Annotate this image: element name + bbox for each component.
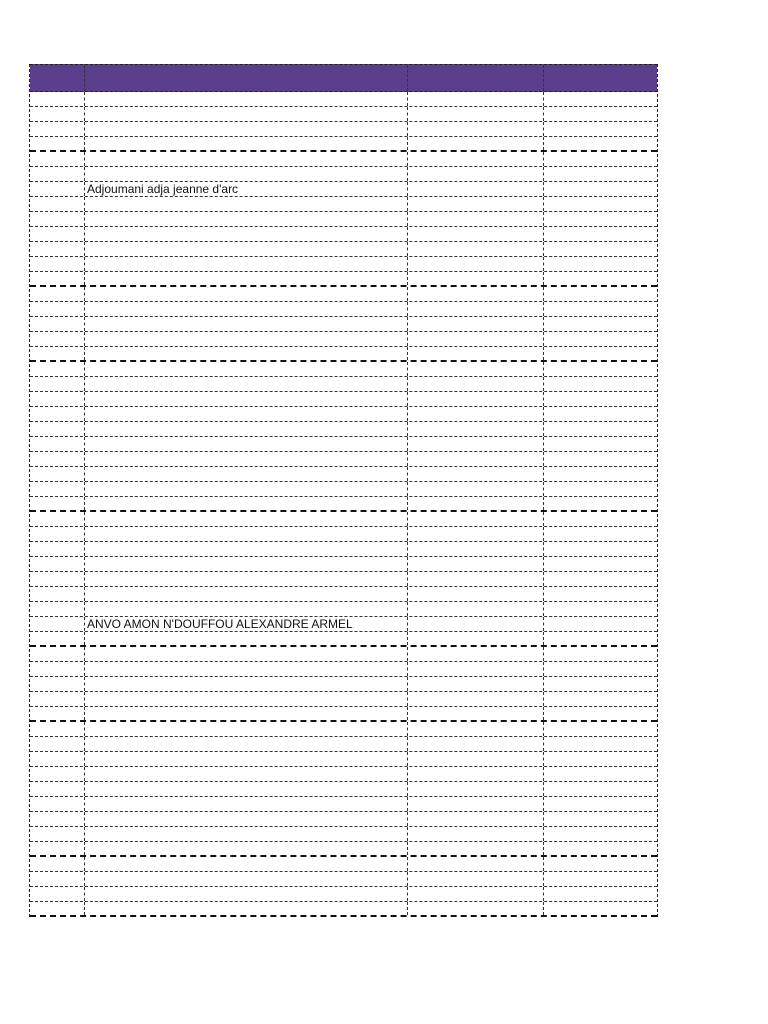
table-cell[interactable] — [408, 722, 544, 736]
table-row — [30, 467, 657, 482]
table-cell[interactable] — [544, 842, 657, 855]
table-cell[interactable] — [544, 452, 657, 466]
table-cell[interactable] — [30, 287, 85, 301]
table-cell[interactable] — [85, 392, 408, 406]
table-cell[interactable] — [408, 602, 544, 616]
table-cell[interactable] — [408, 527, 544, 541]
table-cell[interactable] — [544, 692, 657, 706]
table-row — [30, 197, 657, 212]
table-cell[interactable] — [85, 527, 408, 541]
table-cell[interactable] — [85, 272, 408, 285]
table-cell[interactable] — [30, 392, 85, 406]
table-row — [30, 317, 657, 332]
table-row — [30, 542, 657, 557]
table-cell[interactable] — [544, 887, 657, 901]
table-cell[interactable] — [408, 692, 544, 706]
table-cell[interactable] — [408, 572, 544, 586]
table-cell[interactable] — [30, 512, 85, 526]
table-cell[interactable] — [544, 227, 657, 241]
table-cell[interactable] — [30, 812, 85, 826]
table-cell[interactable] — [30, 542, 85, 556]
table-cell[interactable] — [85, 812, 408, 826]
table-cell[interactable] — [408, 662, 544, 676]
table-cell[interactable] — [30, 122, 85, 136]
header-cell[interactable] — [85, 65, 408, 91]
table-row — [30, 257, 657, 272]
table-cell[interactable] — [408, 512, 544, 526]
table-cell[interactable] — [85, 602, 408, 616]
table-cell[interactable] — [30, 317, 85, 331]
table-cell[interactable] — [30, 92, 85, 106]
table-cell[interactable] — [85, 437, 408, 451]
table-row — [30, 527, 657, 542]
table-row — [30, 827, 657, 842]
table-cell[interactable] — [408, 767, 544, 781]
table-cell[interactable] — [85, 767, 408, 781]
table-cell[interactable] — [544, 722, 657, 736]
table-cell[interactable] — [544, 152, 657, 166]
table-cell[interactable] — [30, 707, 85, 720]
table-cell[interactable] — [408, 92, 544, 106]
table-cell[interactable] — [544, 92, 657, 106]
table-row — [30, 512, 657, 527]
table-row — [30, 842, 657, 857]
table-cell[interactable] — [544, 287, 657, 301]
table-cell[interactable] — [408, 257, 544, 271]
table-cell[interactable] — [408, 137, 544, 150]
table-cell[interactable] — [544, 272, 657, 285]
table-cell[interactable] — [408, 272, 544, 285]
table-cell[interactable] — [544, 317, 657, 331]
table-cell[interactable] — [30, 347, 85, 360]
table-cell[interactable] — [544, 512, 657, 526]
table-row — [30, 692, 657, 707]
table-cell[interactable] — [544, 422, 657, 436]
table-row — [30, 557, 657, 572]
table-row — [30, 707, 657, 722]
table-cell[interactable] — [85, 512, 408, 526]
table-cell[interactable] — [30, 467, 85, 481]
table-cell[interactable] — [85, 377, 408, 391]
table-cell[interactable] — [85, 197, 408, 211]
table-cell[interactable] — [408, 212, 544, 226]
table-cell[interactable] — [544, 737, 657, 751]
table-cell[interactable] — [30, 422, 85, 436]
table-cell[interactable] — [408, 227, 544, 241]
header-cell[interactable] — [408, 65, 544, 91]
table-cell[interactable] — [85, 137, 408, 150]
table-row — [30, 347, 657, 362]
table-row — [30, 407, 657, 422]
table-cell[interactable] — [85, 542, 408, 556]
table-cell[interactable] — [544, 857, 657, 871]
table-cell[interactable] — [408, 677, 544, 691]
table-row — [30, 737, 657, 752]
table-cell[interactable] — [85, 902, 408, 915]
table-cell[interactable] — [544, 767, 657, 781]
table-cell[interactable] — [30, 377, 85, 391]
table-cell[interactable] — [544, 212, 657, 226]
table-cell[interactable] — [85, 647, 408, 661]
table-cell[interactable] — [544, 647, 657, 661]
table-cell[interactable] — [30, 482, 85, 496]
table-cell[interactable] — [30, 557, 85, 571]
table-cell[interactable] — [544, 167, 657, 181]
table-cell[interactable] — [544, 902, 657, 915]
table-row — [30, 437, 657, 452]
table-row — [30, 92, 657, 107]
table-cell[interactable] — [85, 422, 408, 436]
table-cell[interactable] — [85, 227, 408, 241]
table-cell[interactable] — [30, 302, 85, 316]
table-cell[interactable] — [408, 632, 544, 645]
table-cell[interactable] — [30, 632, 85, 645]
table-cell[interactable] — [85, 872, 408, 886]
table-cell[interactable] — [408, 752, 544, 766]
table-cell[interactable] — [544, 482, 657, 496]
table-cell[interactable] — [85, 317, 408, 331]
table-cell[interactable] — [544, 707, 657, 720]
table-cell[interactable] — [408, 542, 544, 556]
table-cell[interactable] — [85, 722, 408, 736]
table-cell[interactable] — [85, 302, 408, 316]
table-cell[interactable] — [408, 872, 544, 886]
table-cell[interactable] — [85, 782, 408, 796]
table-row — [30, 587, 657, 602]
table-cell[interactable] — [408, 857, 544, 871]
table-cell[interactable] — [85, 707, 408, 720]
table-row — [30, 377, 657, 392]
table-cell[interactable] — [30, 152, 85, 166]
table-cell[interactable] — [30, 272, 85, 285]
table-cell[interactable] — [544, 347, 657, 360]
table-cell[interactable] — [30, 752, 85, 766]
table-cell[interactable] — [30, 257, 85, 271]
table-cell[interactable] — [408, 332, 544, 346]
table-cell[interactable] — [408, 362, 544, 376]
table-cell[interactable] — [85, 407, 408, 421]
table-cell[interactable] — [85, 152, 408, 166]
table-row — [30, 332, 657, 347]
table-cell[interactable] — [30, 572, 85, 586]
table-row — [30, 782, 657, 797]
table-cell[interactable] — [85, 842, 408, 855]
table-cell[interactable] — [544, 797, 657, 811]
table-cell[interactable] — [408, 707, 544, 720]
table-cell[interactable] — [408, 347, 544, 360]
table-cell[interactable] — [544, 257, 657, 271]
table-cell[interactable] — [30, 767, 85, 781]
table-cell[interactable] — [30, 617, 85, 631]
table-cell[interactable] — [85, 332, 408, 346]
table-cell[interactable] — [30, 197, 85, 211]
table-row — [30, 872, 657, 887]
table-cell[interactable] — [85, 632, 408, 645]
header-cell[interactable] — [544, 65, 657, 91]
table-row — [30, 482, 657, 497]
table-row — [30, 227, 657, 242]
table-cell[interactable] — [544, 572, 657, 586]
table-row — [30, 242, 657, 257]
table-cell[interactable]: Adjoumani adja jeanne d'arc — [85, 182, 408, 196]
table-cell[interactable] — [30, 602, 85, 616]
table-cell[interactable] — [85, 557, 408, 571]
table-cell[interactable] — [85, 107, 408, 121]
table-cell[interactable] — [30, 242, 85, 256]
table-cell[interactable] — [408, 887, 544, 901]
table-row — [30, 152, 657, 167]
table-cell[interactable] — [85, 467, 408, 481]
table-cell[interactable] — [30, 107, 85, 121]
table-cell[interactable] — [544, 872, 657, 886]
table-cell[interactable] — [544, 662, 657, 676]
table-cell[interactable] — [85, 572, 408, 586]
table-cell[interactable] — [544, 197, 657, 211]
table-cell[interactable] — [408, 287, 544, 301]
table-cell[interactable] — [544, 107, 657, 121]
table-cell[interactable] — [30, 182, 85, 196]
table-cell[interactable] — [30, 797, 85, 811]
table-cell[interactable] — [408, 647, 544, 661]
table-cell[interactable] — [544, 407, 657, 421]
table-cell[interactable] — [30, 857, 85, 871]
table-cell[interactable] — [30, 587, 85, 601]
table-cell[interactable] — [544, 632, 657, 645]
table-cell[interactable] — [30, 362, 85, 376]
table-cell[interactable] — [85, 362, 408, 376]
table-cell[interactable] — [544, 437, 657, 451]
table-cell[interactable] — [544, 467, 657, 481]
table-row — [30, 212, 657, 227]
table-cell[interactable] — [85, 257, 408, 271]
table-cell[interactable] — [85, 827, 408, 841]
table-cell[interactable] — [408, 557, 544, 571]
table-cell[interactable] — [30, 692, 85, 706]
table-row — [30, 182, 657, 197]
table-cell[interactable] — [408, 317, 544, 331]
table-cell[interactable] — [85, 212, 408, 226]
table-cell[interactable] — [408, 467, 544, 481]
spreadsheet-table — [29, 64, 658, 917]
table-cell[interactable] — [544, 557, 657, 571]
table-cell[interactable] — [544, 782, 657, 796]
table-cell[interactable] — [408, 437, 544, 451]
table-cell[interactable] — [408, 617, 544, 631]
table-cell[interactable] — [408, 302, 544, 316]
table-cell[interactable] — [408, 812, 544, 826]
table-row — [30, 647, 657, 662]
table-cell[interactable]: ANVO AMON N'DOUFFOU ALEXANDRE ARMEL — [85, 617, 408, 631]
table-cell[interactable] — [544, 677, 657, 691]
table-row — [30, 632, 657, 647]
table-cell[interactable] — [544, 332, 657, 346]
table-row — [30, 107, 657, 122]
table-cell[interactable] — [544, 602, 657, 616]
table-cell[interactable] — [544, 122, 657, 136]
table-row — [30, 137, 657, 152]
table-body — [30, 92, 657, 917]
table-cell[interactable] — [408, 587, 544, 601]
table-cell[interactable] — [30, 737, 85, 751]
table-cell[interactable] — [85, 857, 408, 871]
table-cell[interactable] — [408, 182, 544, 196]
table-cell[interactable] — [85, 287, 408, 301]
table-row — [30, 857, 657, 872]
table-cell[interactable] — [544, 827, 657, 841]
table-cell[interactable] — [85, 677, 408, 691]
table-cell[interactable] — [85, 737, 408, 751]
table-row — [30, 812, 657, 827]
table-cell[interactable] — [85, 452, 408, 466]
table-cell[interactable] — [544, 587, 657, 601]
table-cell[interactable] — [544, 137, 657, 150]
table-cell[interactable] — [30, 407, 85, 421]
table-row — [30, 422, 657, 437]
table-cell[interactable] — [408, 422, 544, 436]
table-cell[interactable] — [544, 542, 657, 556]
table-cell[interactable] — [30, 497, 85, 510]
table-cell[interactable] — [85, 482, 408, 496]
table-row — [30, 767, 657, 782]
table-row — [30, 272, 657, 287]
table-cell[interactable] — [30, 332, 85, 346]
table-row — [30, 302, 657, 317]
table-cell[interactable] — [85, 347, 408, 360]
table-cell[interactable] — [544, 242, 657, 256]
table-row — [30, 497, 657, 512]
table-cell[interactable] — [30, 137, 85, 150]
table-cell[interactable] — [408, 377, 544, 391]
table-cell[interactable] — [30, 227, 85, 241]
table-cell[interactable] — [408, 152, 544, 166]
table-cell[interactable] — [408, 737, 544, 751]
table-row — [30, 752, 657, 767]
table-row — [30, 722, 657, 737]
table-row — [30, 167, 657, 182]
table-row — [30, 887, 657, 902]
table-row — [30, 902, 657, 917]
table-cell[interactable] — [544, 497, 657, 510]
table-cell[interactable] — [544, 362, 657, 376]
table-cell[interactable] — [30, 212, 85, 226]
table-cell[interactable] — [408, 392, 544, 406]
table-cell[interactable] — [85, 167, 408, 181]
table-cell[interactable] — [408, 122, 544, 136]
table-cell[interactable] — [85, 797, 408, 811]
table-cell[interactable] — [85, 242, 408, 256]
table-cell[interactable] — [85, 662, 408, 676]
table-row — [30, 452, 657, 467]
table-cell[interactable] — [85, 752, 408, 766]
header-cell[interactable] — [30, 65, 85, 91]
table-cell[interactable] — [544, 302, 657, 316]
table-cell[interactable] — [544, 617, 657, 631]
table-cell[interactable] — [408, 497, 544, 510]
table-cell[interactable] — [85, 497, 408, 510]
table-cell[interactable] — [408, 782, 544, 796]
table-cell[interactable] — [408, 827, 544, 841]
table-header-row — [30, 64, 657, 92]
table-cell[interactable] — [85, 887, 408, 901]
table-cell[interactable] — [408, 452, 544, 466]
table-cell[interactable] — [30, 722, 85, 736]
table-cell[interactable] — [544, 752, 657, 766]
table-cell[interactable] — [30, 662, 85, 676]
table-cell[interactable] — [30, 437, 85, 451]
table-cell[interactable] — [408, 407, 544, 421]
table-row — [30, 797, 657, 812]
table-cell[interactable] — [408, 167, 544, 181]
table-cell[interactable] — [30, 677, 85, 691]
table-cell[interactable] — [544, 377, 657, 391]
table-cell[interactable] — [85, 122, 408, 136]
table-row — [30, 677, 657, 692]
table-cell[interactable] — [408, 797, 544, 811]
table-cell[interactable] — [30, 527, 85, 541]
table-row — [30, 602, 657, 617]
table-cell[interactable] — [408, 242, 544, 256]
table-cell[interactable] — [30, 167, 85, 181]
table-cell[interactable] — [30, 842, 85, 855]
table-cell[interactable] — [30, 902, 85, 915]
table-row — [30, 572, 657, 587]
table-cell[interactable] — [544, 812, 657, 826]
table-row — [30, 662, 657, 677]
table-row — [30, 617, 657, 632]
table-cell[interactable] — [408, 482, 544, 496]
table-cell[interactable] — [408, 842, 544, 855]
table-cell[interactable] — [544, 392, 657, 406]
table-cell[interactable] — [30, 782, 85, 796]
table-cell[interactable] — [85, 92, 408, 106]
table-cell[interactable] — [30, 887, 85, 901]
table-cell[interactable] — [30, 647, 85, 661]
table-cell[interactable] — [408, 197, 544, 211]
table-cell[interactable] — [544, 182, 657, 196]
table-row — [30, 392, 657, 407]
table-cell[interactable] — [85, 587, 408, 601]
table-cell[interactable] — [30, 872, 85, 886]
table-cell[interactable] — [544, 527, 657, 541]
table-cell[interactable] — [408, 107, 544, 121]
table-row — [30, 122, 657, 137]
table-row — [30, 362, 657, 377]
table-cell[interactable] — [30, 827, 85, 841]
table-cell[interactable] — [408, 902, 544, 915]
table-row — [30, 287, 657, 302]
table-cell[interactable] — [30, 452, 85, 466]
table-cell[interactable] — [85, 692, 408, 706]
